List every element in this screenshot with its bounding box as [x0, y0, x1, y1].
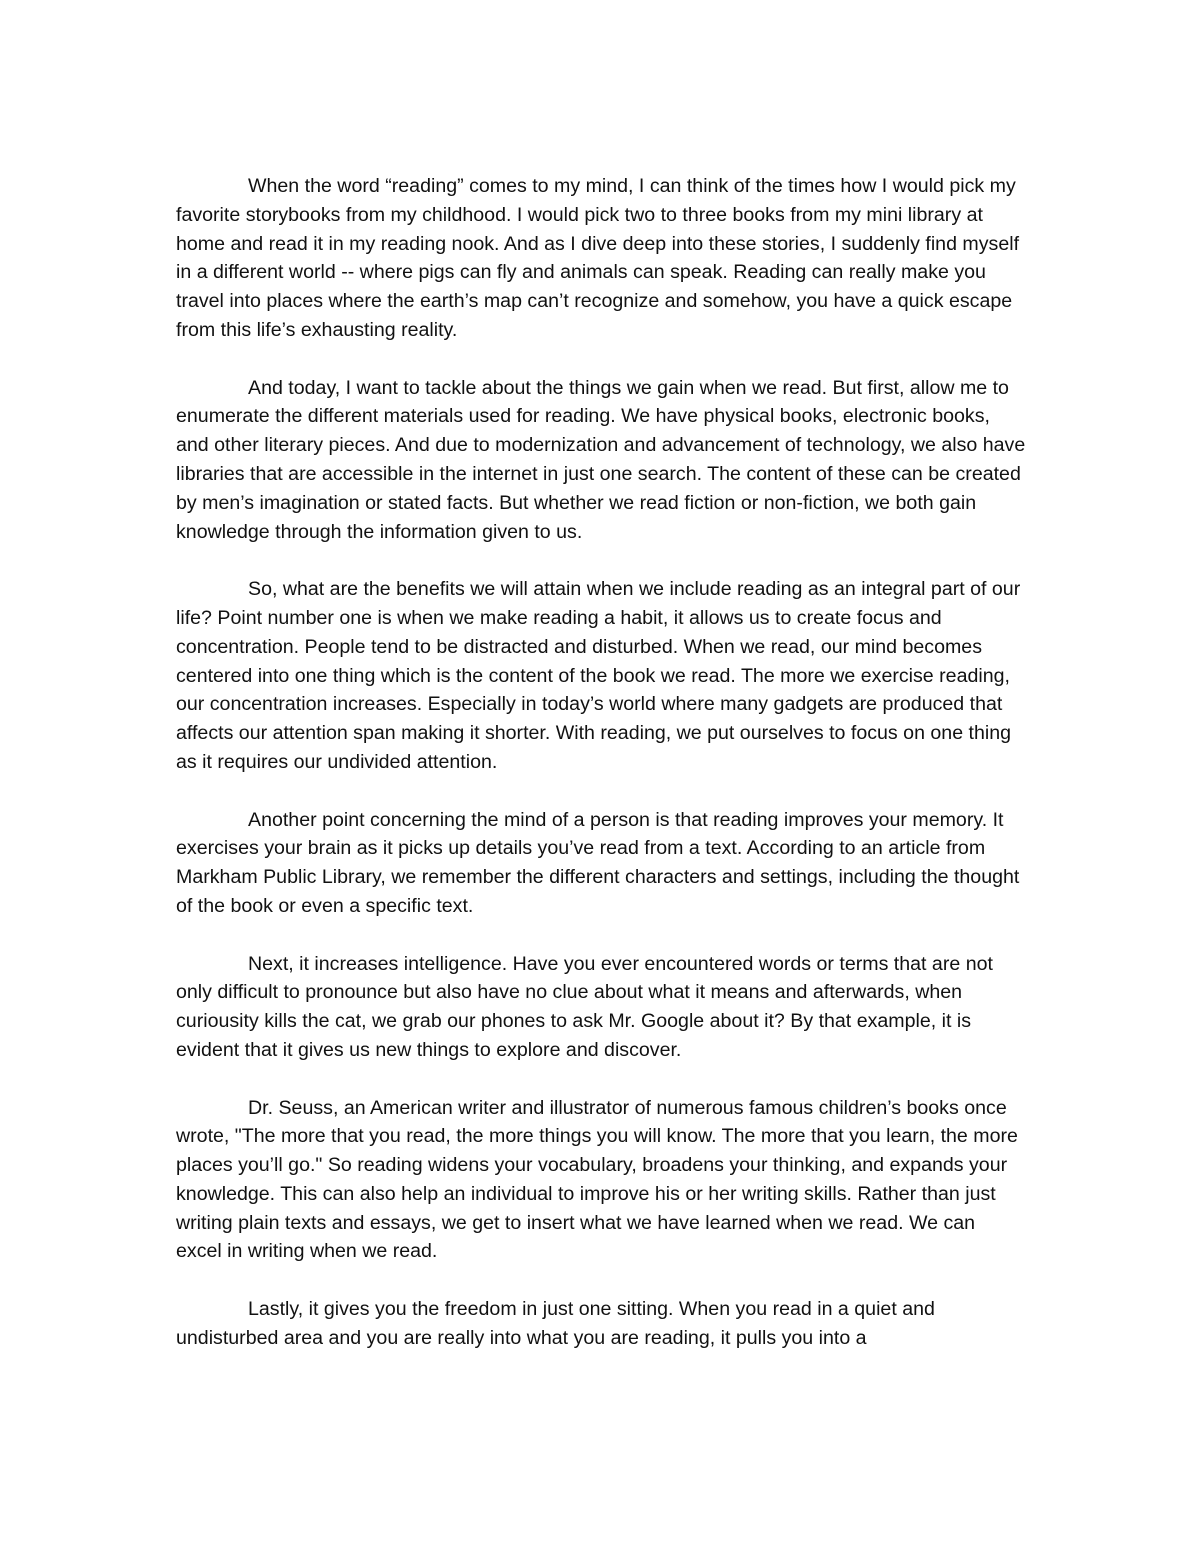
paragraph-1: When the word “reading” comes to my mind, I can think of the times how I would pick my favorite storybooks from my childhood. I would pick two to three books from my mini library at home and read it in my reading nook. And as I dive deep into these stories, I suddenly find myself in a different world -- where pigs can fly and animals can speak. Reading can really make you travel into places where the earth’s map can’t recognize and somehow, you have a quick escape from this life’s exhausting reality. — [176, 175, 1020, 341]
paragraph-5: Next, it increases intelligence. Have you ever encountered words or terms that are not only difficult to pronounce but also have no clue about what it means and afterwards, when curiousity kills the cat, we grab our phones to ask Mr. Google about it? By that example, it is evident that it gives us new things to explore and discover. — [176, 952, 993, 1061]
paragraph-3: So, what are the benefits we will attain when we include reading as an integral part of our life? Point number one is when we make reading a habit, it allows us to create focus and concentration. People tend to be distracted and disturbed. When we read, our mind becomes centered into one thing which is the content of the book we read. The more we exercise reading, our concentration increases. Especially in today’s world where many gadgets are produced that affects our attention span making it shorter. With reading, we put ourselves to focus on one thing as it requires our undivided attention. — [176, 578, 1021, 773]
paragraph-4: Another point concerning the mind of a person is that reading improves your memory. It exercises your brain as it picks up details you’ve read from a text. According to an article from Markham Public Library, we remember the different characters and settings, including the thought of the book or even a specific text. — [176, 808, 1020, 917]
paragraph-2: And today, I want to tackle about the things we gain when we read. But first, allow me to enumerate the different materials used for reading. We have physical books, electronic books, and other literary pieces. And due to modernization and advancement of technology, we also have libraries that are accessible in the internet in just one search. The content of these can be created by men’s imagination or stated facts. But whether we read fiction or non-fiction, we both gain knowledge through the information given to us. — [176, 376, 1026, 543]
paragraph-7: Lastly, it gives you the freedom in just one sitting. When you read in a quiet and undisturbed area and you are really into what you are reading, it pulls you into a — [176, 1298, 935, 1349]
paragraph-6: Dr. Seuss, an American writer and illustrator of numerous famous children’s books once wrote, "The more that you read, the more things you will know. The more that you learn, the more places you’ll go." So reading widens your vocabulary, broadens your thinking, and expands your knowledge. This can also help an individual to improve his or her writing skills. Rather than just writing plain texts and essays, we get to insert what we have learned when we read. We can excel in writing when we read. — [176, 1096, 1018, 1263]
essay-body — [176, 172, 1026, 1353]
